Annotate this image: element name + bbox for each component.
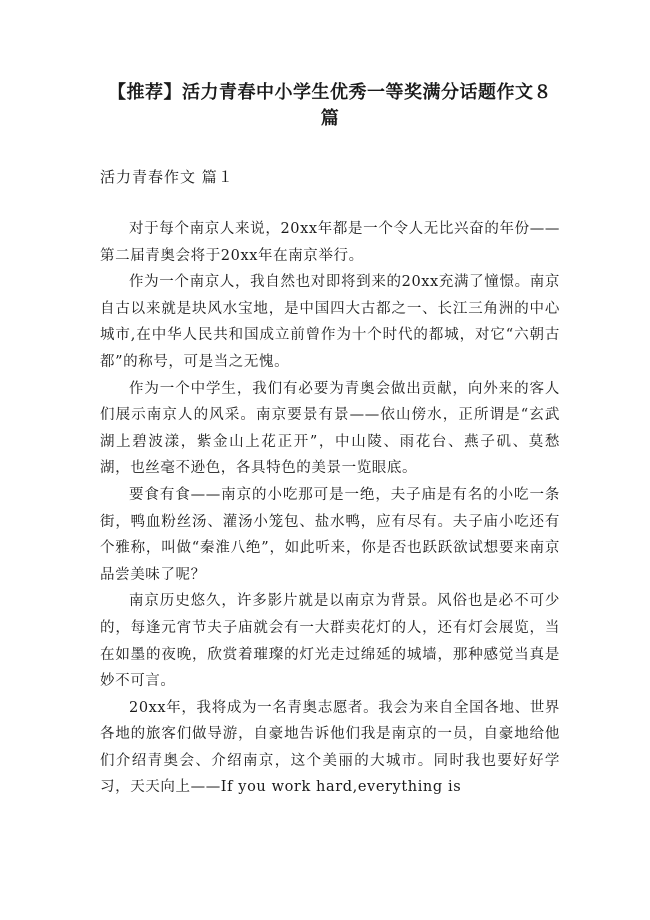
paragraph: 作为一个南京人，我自然也对即将到来的20xx充满了憧憬。南京自古以来就是块风水宝地，是中国四大古都之一、长江三角洲的中心城市,在中华人民共和国成立前曾作为十个时代的都城，对它“六朝古都”的称号，可是当之无愧。 [100,274,560,370]
paragraph: 作为一个中学生，我们有必要为青奥会做出贡献，向外来的客人们展示南京人的风采。南京要景有景——依山傍水，正所谓是“玄武湖上碧波漾，紫金山上花正开”，中山陵、雨花台、燕子矶、莫愁湖，也丝毫不逊色，各具特色的美景一览眼底。 [100,380,560,477]
paragraph: 南京历史悠久，许多影片就是以南京为背景。风俗也是必不可少的，每逢元宵节夫子庙就会有一大群卖花灯的人，还有灯会展览，当在如墨的夜晚，欣赏着璀璨的灯光走过绵延的城墙，那种感觉当真是妙不可言。 [100,593,560,690]
article-body [100,216,560,801]
paragraph: 对于每个南京人来说，20xx年都是一个令人无比兴奋的年份——第二届青奥会将于20xx年在南京举行。 [100,221,560,264]
paragraph: 20xx年，我将成为一名青奥志愿者。我会为来自全国各地、世界各地的旅客们做导游，自豪地告诉他们我是南京的一员，自豪地给他们介绍青奥会、介绍南京，这个美丽的大城市。同时我也要好好学习，天天向上——If you work hard,everything is [100,699,560,796]
section-heading: 活力青春作文 篇１ [100,168,234,186]
document-title: 【推荐】活力青春中小学生优秀一等奖满分话题作文８篇 [108,82,552,129]
paragraph: 要食有食——南京的小吃那可是一绝，夫子庙是有名的小吃一条街，鸭血粉丝汤、灌汤小笼包、盐水鸭，应有尽有。夫子庙小吃还有个雅称，叫做“秦淮八绝”，如此听来，你是否也跃跃欲试想要来南京品尝美味了呢？ [100,486,560,583]
